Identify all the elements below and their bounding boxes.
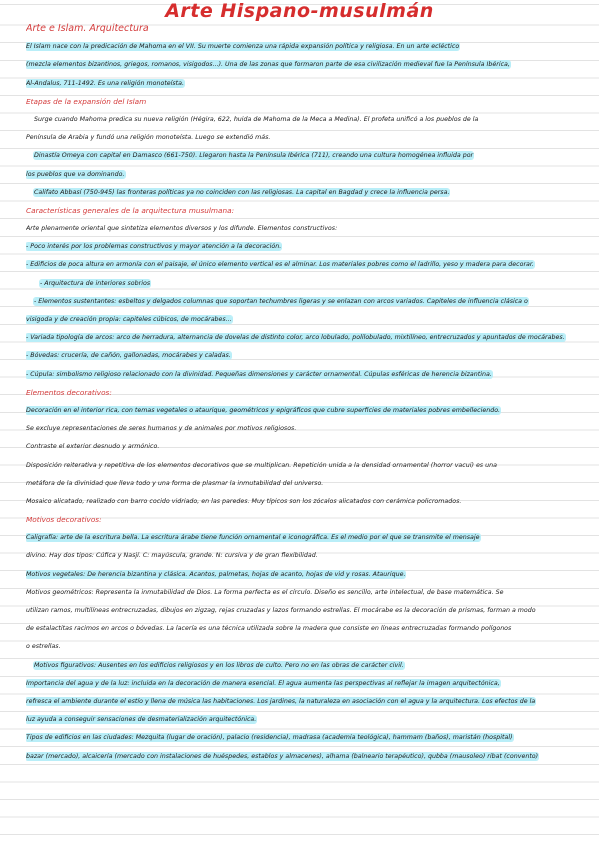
highlighted-text: refresca el ambiente durante el estío y llena de música las habitaciones. Los jardines, la naturaleza en asociación con el agua y la arquitectura. Los efectos de la (26, 697, 536, 705)
note-line (26, 311, 580, 329)
note-line (26, 111, 580, 129)
plain-text: Contraste el exterior desnudo y armónico. (26, 443, 160, 451)
section-heading: Motivos decorativos: (26, 515, 102, 525)
note-line (26, 566, 580, 584)
plain-text: Mosaico alicatado, realizado con barro cocido vidriado, en las paredes. Muy típicos son los zócalos alicatados con cerámica policromados. (26, 497, 462, 505)
note-line (26, 147, 580, 165)
plain-text: divino. Hay dos tipos: Cúfica y Nasjí. C: mayúscula, grande. N: cursiva y de gran flexibilidad. (26, 552, 318, 560)
plain-text: o estrellas. (26, 643, 61, 651)
plain-text: utilizan ramos, multilíneas entrecruzadas, dibujos en zigzag, rejas cruzadas y lazos formando estrellas. El mocárabe es la decoración de prismas, forman a modo (26, 607, 536, 614)
note-line (26, 711, 580, 729)
highlighted-text: luz ayuda a conseguir sensaciones de desmaterialización arquitectónica. (26, 716, 257, 724)
highlighted-text: bazar (mercado), alcaicería (mercado con instalaciones de huéspedes, establos y almacenes), alhama (balneario terapéutico), qubba (mausoleo) ribat (convento) (26, 752, 539, 760)
note-line (26, 38, 580, 56)
plain-text: metáfora de la divinidad que lleva todo y una forma de plasmar la inmutabilidad del universo. (26, 479, 324, 487)
note-line (26, 184, 580, 202)
note-line (26, 329, 580, 347)
highlighted-text: - Bóvedas: crucería, de cañón, gallonadas, mocárabes y caladas. (26, 352, 231, 360)
note-line (26, 493, 580, 511)
note-line (26, 729, 580, 747)
note-line (26, 366, 580, 384)
note-line (26, 220, 580, 238)
note-line (26, 584, 580, 602)
highlighted-text: visigoda y de creación propia: capiteles cúbicos, de mocárabes... (26, 316, 232, 323)
note-line (26, 620, 580, 638)
note-line (26, 275, 580, 293)
section-heading: Características generales de la arquitectura musulmana: (26, 205, 235, 215)
note-line (26, 438, 580, 456)
highlighted-text: Importancia del agua y de la luz: incluida en la decoración de manera esencial. El agua aumenta las perspectivas al reflejar la imagen arquitectónica, (26, 679, 500, 687)
note-line (26, 675, 580, 693)
note-lines (26, 38, 580, 766)
note-line (26, 293, 580, 311)
note-line (26, 547, 580, 565)
section-heading: Etapas de la expansión del Islam (26, 96, 147, 106)
note-line (26, 748, 580, 766)
highlighted-text: El Islam nace con la predicación de Mahoma en el VII. Su muerte comienza una rápida expansión política y religiosa. En un arte ecléctico (26, 43, 460, 51)
note-line (26, 347, 580, 365)
highlighted-text: Caligrafía: arte de la escritura bella. La escritura árabe tiene función ornamental e iconográfica. Es el medio por el que se transmite el mensaje (26, 534, 480, 542)
note-line (26, 238, 580, 256)
highlighted-text: - Elementos sustentantes: esbeltos y delgados columnas que soportan techumbres ligeras y se enlazan con arcos variados. Capiteles de influencia clásica o (34, 297, 528, 305)
note-line (26, 657, 580, 675)
plain-text: Arte plenamente oriental que sintetiza elementos diversos y los difunde. Elementos constructivos: (26, 225, 338, 233)
plain-text: Motivos geométricos: Representa la inmutabilidad de Dios. La forma perfecta es el círculo. Diseño es sencillo, arte intelectual, de base matemática. Se (26, 588, 504, 596)
note-line (26, 693, 580, 711)
note-line (26, 475, 580, 493)
note-line (26, 75, 580, 93)
section-heading: Elementos decorativos: (26, 387, 112, 397)
note-line (26, 638, 580, 656)
note-line (26, 166, 580, 184)
note-line (26, 602, 580, 620)
highlighted-text: - Cúpula: simbolismo religioso relacionado con la divinidad. Pequeñas dimensiones y carácter ornamental. Cúpulas esféricas de herencia bizantina. (26, 370, 492, 378)
highlighted-text: - Poco interés por los problemas constructivos y mayor atención a la decoración. (26, 243, 282, 251)
plain-text: Se excluye representaciones de seres humanos y de animales por motivos religiosos. (26, 425, 297, 433)
note-line (26, 457, 580, 475)
plain-text: Península de Arabia y fundó una religión monoteísta. Luego se extendió más. (26, 134, 271, 142)
highlighted-text: Tipos de edificios en las ciudades: Mezquita (lugar de oración), palacio (residencia), madrasa (academia teológica), hammam (baños), maristán (hospital) (26, 734, 513, 742)
notes-content (26, 20, 580, 766)
section-subtitle: Arte e Islam. Arquitectura (26, 23, 149, 34)
highlighted-text: Decoración en el interior rica, con temas vegetales o ataurique, geométricos y epigráficos que cubre superficies de materiales pobres embelleciendo. (26, 406, 501, 414)
plain-text: de estalactitas racimos en arcos o bóvedas. La lacería es una técnica utilizada sobre la madera que consiste en líneas entrecruzadas formando polígonos (26, 625, 512, 633)
note-line (26, 529, 580, 547)
highlighted-text: los pueblos que va dominando. (26, 170, 125, 178)
highlighted-text: Motivos vegetales: De herencia bizantina y clásica. Acantos, palmetas, hojas de acanto, hojas de vid y rosas. Ataurique. (26, 570, 406, 578)
highlighted-text: Motivos figurativos: Ausentes en los edificios religiosos y en los libros de culto. Pero no en las obras de carácter civil. (34, 661, 404, 669)
highlighted-text: Califato Abbasí (750-945) las fronteras políticas ya no coinciden con las religiosas. La capital en Bagdad y crece la influencia persa. (34, 188, 450, 196)
note-line (26, 420, 580, 438)
highlighted-text: (mezcla elementos bizantinos, griegos, romanos, visigodos...). Una de las zonas que formaron parte de esa civilización medieval fue la Península Ibérica, (26, 61, 510, 69)
page-title: Arte Hispano-musulmán (165, 0, 434, 22)
note-line (26, 402, 580, 420)
highlighted-text: Al-Andalus, 711-1492. Es una religión monoteísta. (26, 79, 185, 87)
note-line (26, 56, 580, 74)
highlighted-text: Dinastía Omeya con capital en Damasco (661-750). Llegaron hasta la Península Ibérica (711), creando una cultura homogénea influida por (34, 152, 474, 160)
note-line (26, 129, 580, 147)
plain-text: Surge cuando Mahoma predica su nueva religión (Hégira, 622, huida de Mahoma de la Meca a Medina). El profeta unificó a los pueblos de la (34, 115, 479, 123)
highlighted-text: - Arquitectura de interiores sobrios (40, 279, 151, 287)
plain-text: Disposición reiterativa y repetitiva de los elementos decorativos que se multiplican. Repetición unida a la densidad ornamental (horror vacui) es una (26, 461, 497, 469)
note-line (26, 256, 580, 274)
highlighted-text: - Variada tipología de arcos: arco de herradura, alternancia de dovelas de distinto color, arco lobulado, polilobulado, mixtilíneo, entrecruzados y apuntados de mocárabes. (26, 334, 565, 342)
highlighted-text: - Edificios de poca altura en armonía con el paisaje, el único elemento vertical es el alminar. Los materiales pobres como el ladrillo, yeso y madera para decorar. (26, 261, 534, 269)
